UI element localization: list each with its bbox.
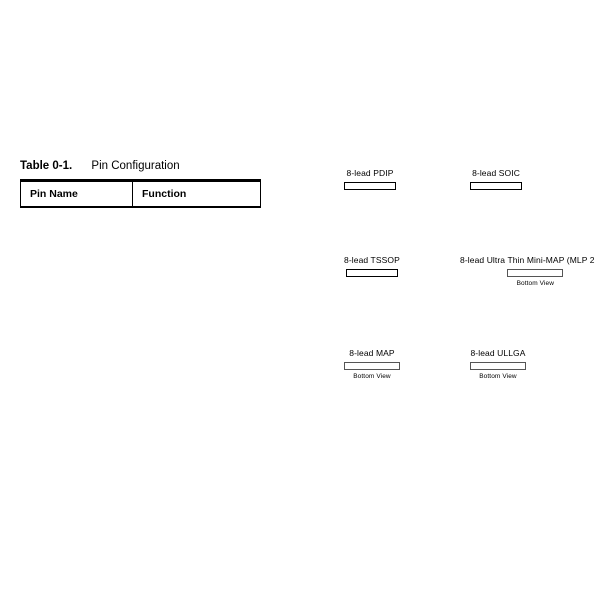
- package-title-map: 8-lead MAP: [349, 348, 395, 358]
- map-body: [344, 362, 400, 370]
- pinout-tssop: [344, 269, 400, 277]
- pin-configuration-table: [20, 179, 261, 208]
- pdip-body: [344, 182, 396, 190]
- package-title-ullga: 8-lead ULLGA: [470, 348, 526, 358]
- table-caption: [20, 160, 260, 172]
- ullga-body: [470, 362, 526, 370]
- column-header-function: Function: [133, 181, 261, 208]
- mini-map-body: [507, 269, 563, 277]
- package-diagrams: [330, 168, 600, 458]
- package-diagram-map: [344, 348, 400, 380]
- package-diagram-tssop: [344, 255, 400, 277]
- package-title-mini-map: 8-lead Ultra Thin Mini-MAP (MLP 2: [460, 255, 595, 265]
- tssop-body: [346, 269, 398, 277]
- package-title-pdip: 8-lead PDIP: [346, 168, 394, 178]
- map-view-caption: Bottom View: [353, 373, 391, 380]
- package-title-tssop: 8-lead TSSOP: [344, 255, 400, 265]
- pinout-soic: [470, 182, 522, 190]
- pinout-ullga: [470, 362, 526, 370]
- mini-map-view-caption: Bottom View: [516, 280, 555, 287]
- ullga-view-caption: Bottom View: [479, 373, 517, 380]
- package-diagram-ullga: [470, 348, 526, 380]
- pinout-map: [344, 362, 400, 370]
- table-caption-label: Table 0-1.: [20, 160, 73, 172]
- package-diagram-pdip: [344, 168, 396, 190]
- pinout-pdip: [344, 182, 396, 190]
- package-diagram-soic: [470, 168, 522, 190]
- pin-configuration-table-block: [20, 160, 260, 208]
- pinout-mini-map: [476, 269, 595, 277]
- column-header-pin-name: Pin Name: [21, 181, 133, 208]
- table-header-row: [21, 181, 261, 208]
- table-caption-title: Pin Configuration: [91, 160, 180, 172]
- soic-body: [470, 182, 522, 190]
- package-title-soic: 8-lead SOIC: [472, 168, 520, 178]
- package-diagram-mini-map: [460, 255, 595, 287]
